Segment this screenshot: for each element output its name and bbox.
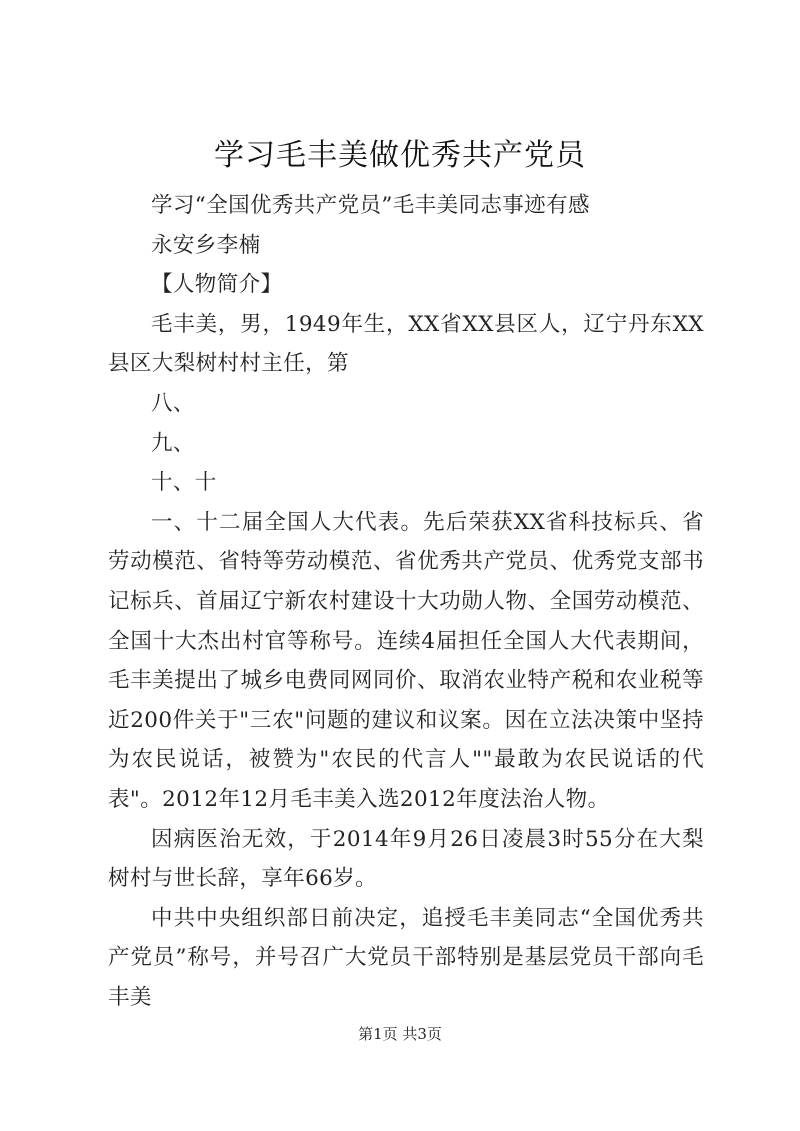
subtitle-paragraph: 学习“全国优秀共产党员”毛丰美同志事迹有感	[151, 193, 590, 218]
list-item-paragraph: 九、	[151, 430, 195, 456]
body-paragraph: 毛丰美，男，1949年生，XX省XX县区人，辽宁丹东XX县区大梨树村村主任，第	[108, 311, 704, 377]
body-paragraph: 中共中央组织部日前决定，追授毛丰美同志“全国优秀共产党员”称号，并号召广大党员干部特别是基层党员干部向毛丰美	[108, 905, 704, 1010]
author-paragraph: 永安乡李楠	[151, 232, 261, 258]
section-heading-profile: 【人物简介】	[151, 272, 283, 298]
list-item-paragraph: 十、十	[151, 470, 217, 496]
body-paragraph: 一、十二届全国人大代表。先后荣获XX省科技标兵、省劳动模范、省特等劳动模范、省优秀共产党员、优秀党支部书记标兵、首届辽宁新农村建设十大功勋人物、全国劳动模范、全国十大杰出村官等称号。连续4届担任全国人大代表期间，毛丰美提出了城乡电费同网同价、取消农业特产税和农业税等近200件关于"三农"问题的建议和议案。因在立法决策中坚持为农民说话，被赞为"农民的代言人""最敢为农民说话的代表"。2012年12月毛丰美入选2012年度法治人物。	[108, 509, 704, 812]
list-item-paragraph: 八、	[151, 390, 195, 416]
page-number-footer: 第1页 共3页	[358, 1025, 442, 1043]
document-title: 学习毛丰美做优秀共产党员	[214, 138, 586, 173]
document-body	[108, 186, 704, 1017]
body-paragraph: 因病医治无效，于2014年9月26日凌晨3时55分在大梨树村与世长辞，享年66岁。	[108, 826, 704, 892]
